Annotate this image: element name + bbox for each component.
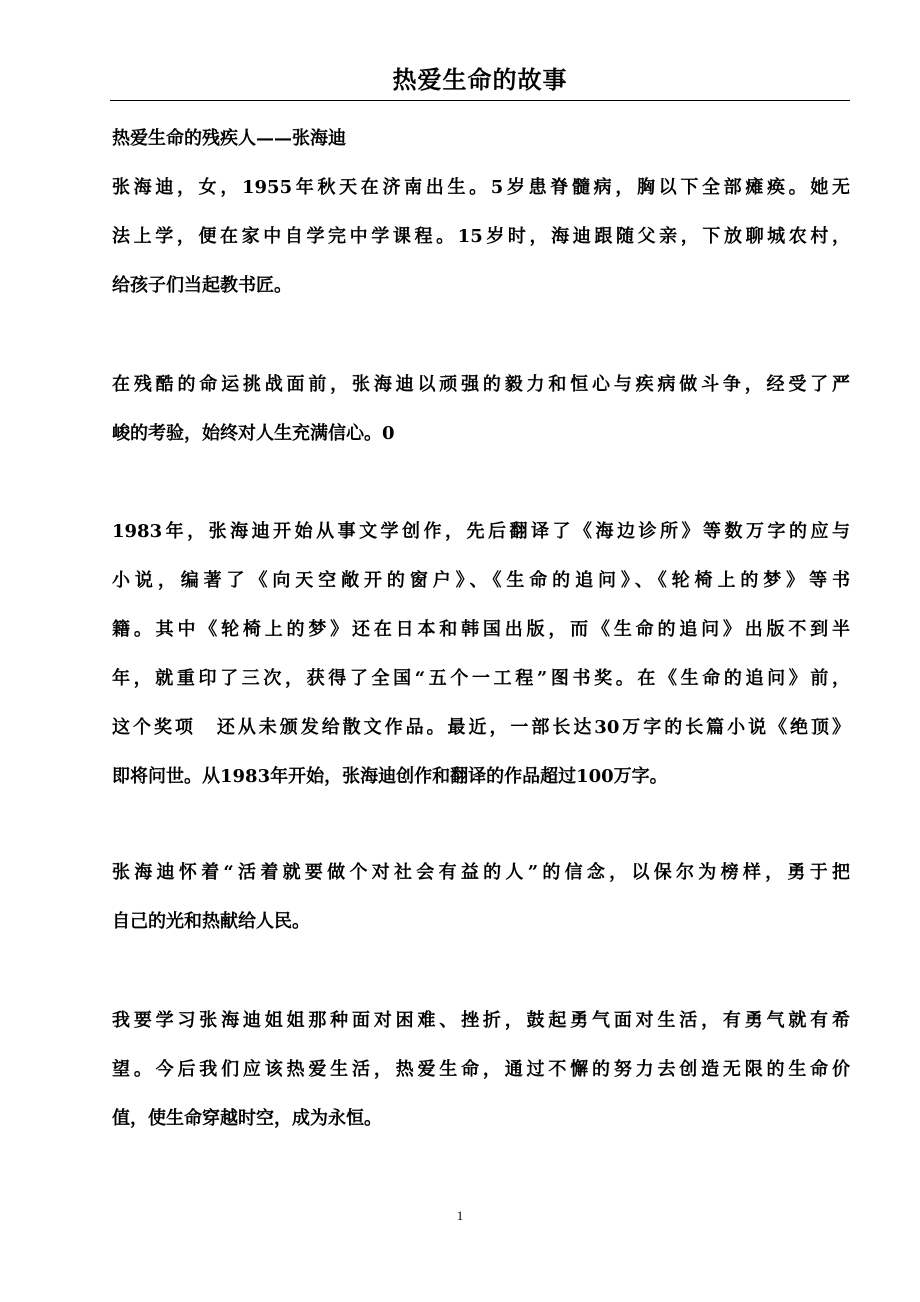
paragraph-line: 张海迪怀着“活着就要做个对社会有益的人”的信念，以保尔为榜样，勇于把 [112,862,850,883]
document-body [112,115,850,1143]
paragraph-5 [112,996,850,1143]
page-number: 1 [456,1208,464,1223]
paragraph-line: 给孩子们当起教书匠。 [112,275,292,296]
paragraph-line: 这个奖项 还从未颁发给散文作品。最近，一部长达30万字的长篇小说《绝顶》 [112,717,850,738]
page-header [110,62,850,101]
paragraph-line: 我要学习张海迪姐姐那种面对困难、挫折，鼓起勇气面对生活，有勇气就有希 [112,1010,850,1031]
paragraph-line: 自己的光和热献给人民。 [112,911,310,932]
paragraph-line: 1983年，张海迪开始从事文学创作，先后翻译了《海边诊所》等数万字的应与 [112,521,850,542]
paragraph-line: 小说，编著了《向天空敞开的窗户》、《生命的追问》、《轮椅上的梦》等书 [112,570,850,591]
paragraph-1 [112,163,850,310]
paragraph-4 [112,848,850,946]
section-subtitle: 热爱生命的残疾人——张海迪 [112,128,346,149]
paragraph-line: 年，就重印了三次，获得了全国“五个一工程”图书奖。在《生命的追问》前， [112,668,850,689]
paragraph-line: 望。今后我们应该热爱生活，热爱生命，通过不懈的努力去创造无限的生命价 [112,1059,850,1080]
paragraph-line: 籍。其中《轮椅上的梦》还在日本和韩国出版，而《生命的追问》出版不到半 [112,619,850,640]
paragraph-line: 在残酷的命运挑战面前，张海迪以顽强的毅力和恒心与疾病做斗争，经受了严 [112,374,850,395]
document-title: 热爱生命的故事 [392,65,568,94]
paragraph-line: 法上学，便在家中自学完中学课程。15岁时，海迪跟随父亲，下放聊城农村， [112,226,850,247]
paragraph-3 [112,507,850,801]
paragraph-line: 即将问世。从1983年开始，张海迪创作和翻译的作品超过100万字。 [112,766,668,787]
paragraph-2 [112,360,850,458]
paragraph-line: 峻的考验，始终对人生充满信心。0 [112,423,395,444]
paragraph-line: 值，使生命穿越时空，成为永恒。 [112,1108,382,1129]
paragraph-line: 张海迪，女，1955年秋天在济南出生。5岁患脊髓病，胸以下全部瘫痪。她无 [112,177,850,198]
